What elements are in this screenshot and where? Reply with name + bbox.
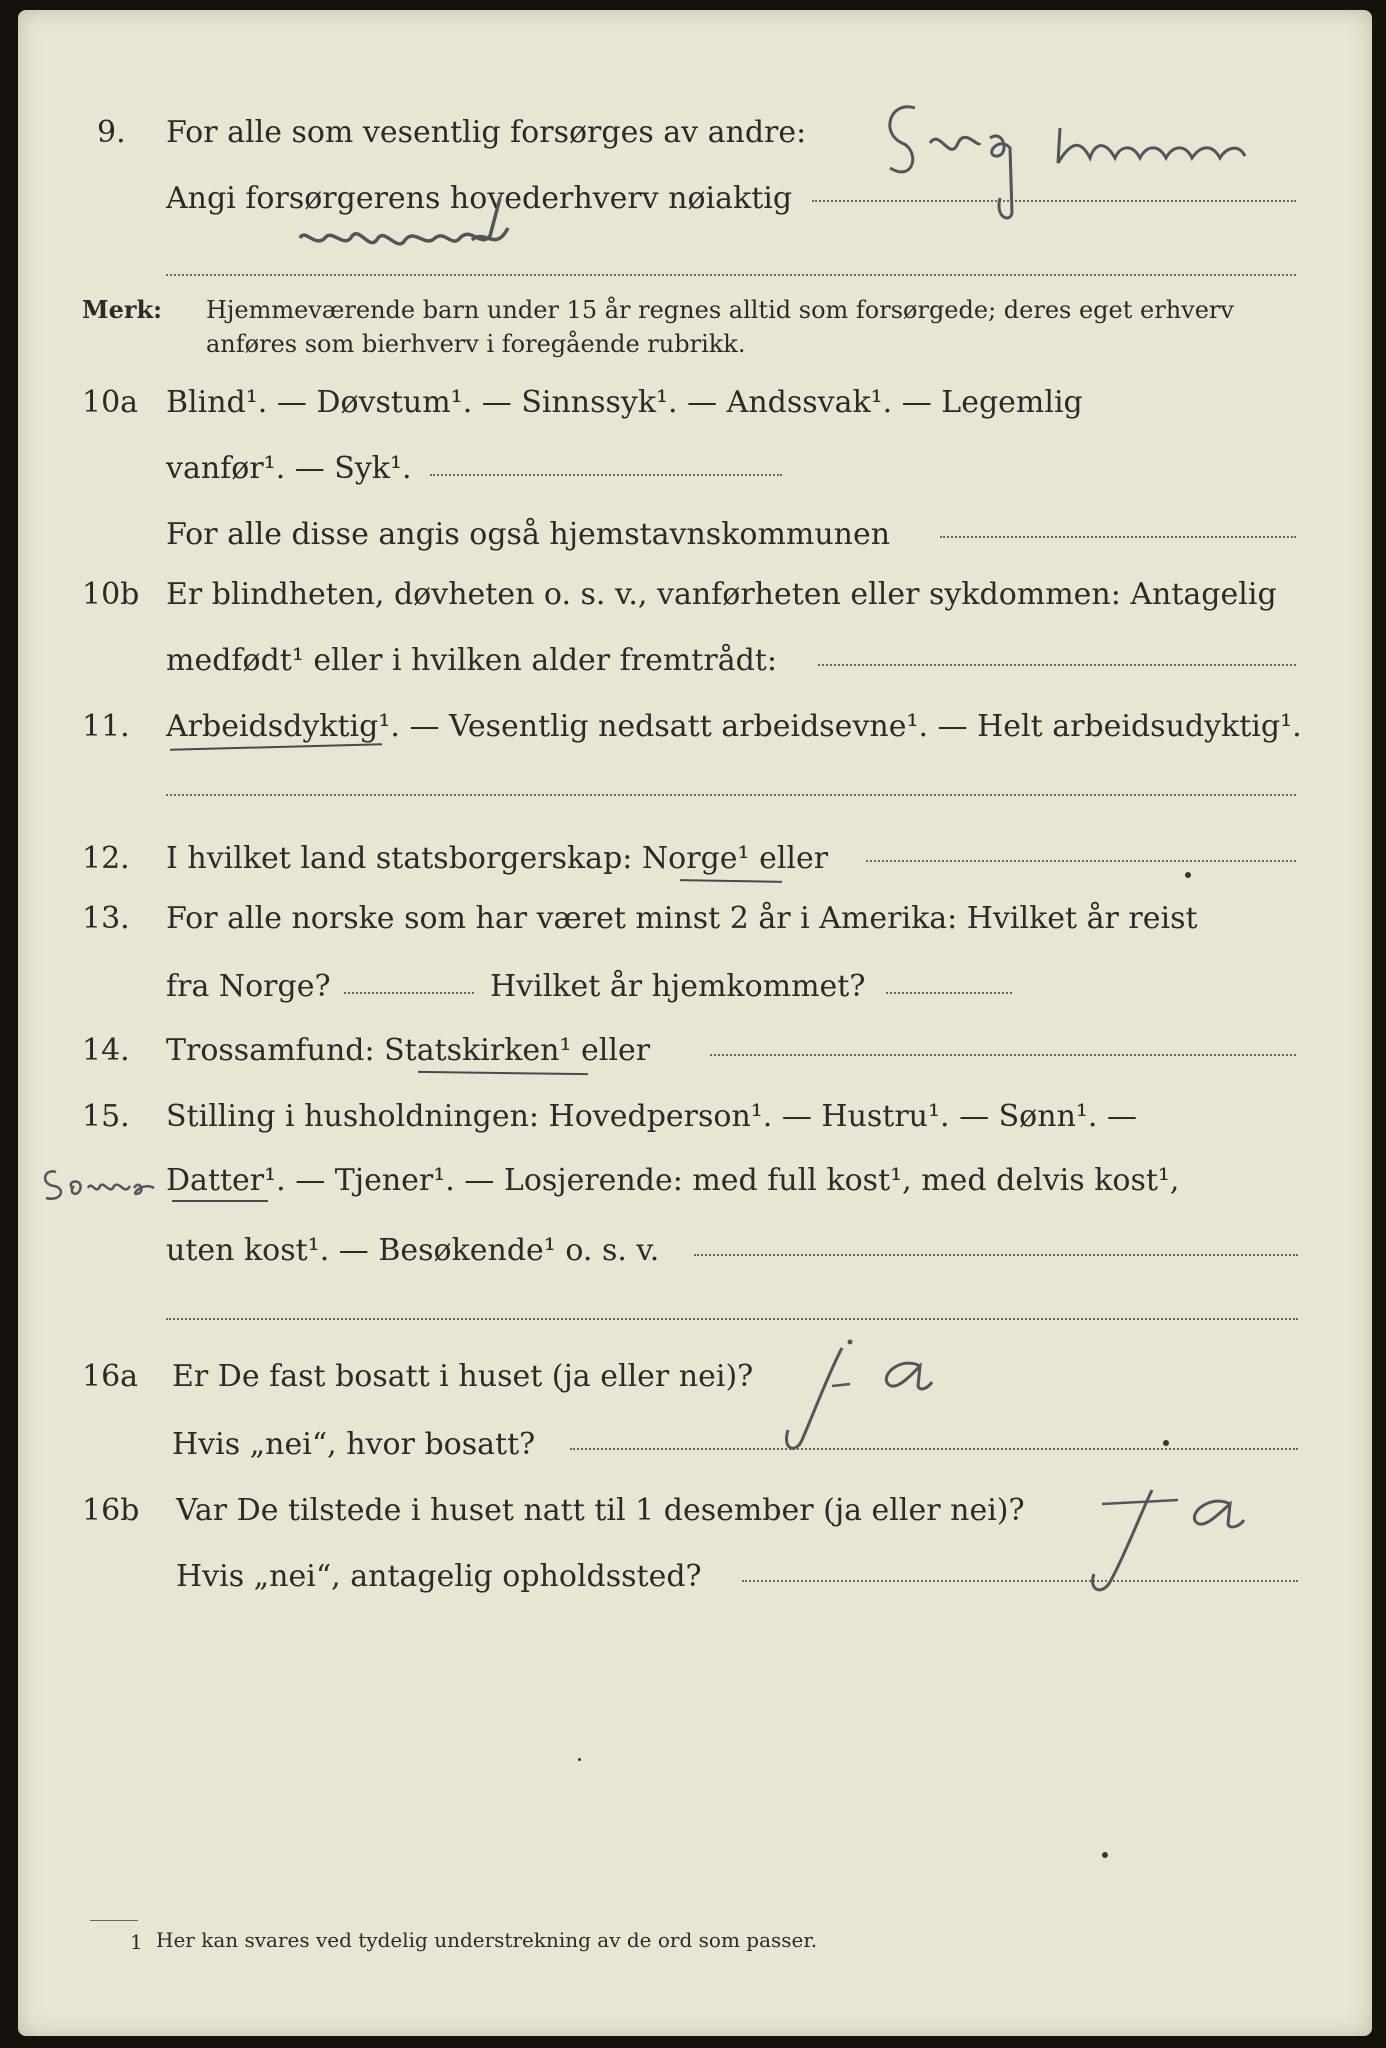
- q9-line2: Angi forsørgerens hovederhverv nøiaktig: [166, 181, 793, 216]
- q16b-number: 16b: [82, 1493, 140, 1528]
- q10a-line3: For alle disse angis også hjemstavnskommunen: [166, 517, 891, 552]
- q10a-answer-line-2: [940, 536, 1296, 538]
- q10b-line1: Er blindheten, døvheten o. s. v., vanførheten eller sykdommen: Antagelig: [166, 577, 1277, 612]
- q16a-line2: Hvis „nei“, hvor bosatt?: [172, 1427, 536, 1462]
- footnote-text: Her kan svares ved tydelig understrekning av de ord som passer.: [156, 1928, 818, 1952]
- footnote-marker: 1: [130, 1930, 143, 1954]
- ink-speck: [1102, 1852, 1108, 1858]
- q14-line1: Trossamfund: Statskirken¹ eller: [166, 1033, 651, 1068]
- q10a-answer-line: [430, 474, 782, 476]
- q16b-line2: Hvis „nei“, antagelig opholdssted?: [176, 1559, 702, 1594]
- q15-answer-line-2: [166, 1318, 1298, 1320]
- q11-answer-line: [166, 794, 1296, 796]
- q16b-handwriting-ja: [1080, 1470, 1280, 1610]
- q9-line1: For alle som vesentlig forsørges av andre:: [166, 115, 807, 150]
- q12-number: 12.: [82, 841, 130, 876]
- q12-answer-line: [866, 860, 1296, 862]
- ink-speck: [1185, 872, 1191, 878]
- q13-answer-line-b: [886, 992, 1012, 994]
- q15-handwriting-sonne: [36, 1160, 176, 1210]
- q16a-number: 16a: [82, 1359, 139, 1394]
- q14-number: 14.: [82, 1033, 130, 1068]
- q11-line1: Arbeidsdyktig¹. — Vesentlig nedsatt arbeidsevne¹. — Helt arbeidsudyktig¹.: [166, 709, 1302, 744]
- q13-number: 13.: [82, 901, 130, 936]
- merk-line1: Hjemmeværende barn under 15 år regnes alltid som forsørgede; deres eget erhverv: [206, 296, 1234, 324]
- q16a-handwriting-ja: [770, 1330, 950, 1470]
- q16a-line1: Er De fast bosatt i huset (ja eller nei)?: [172, 1359, 754, 1394]
- q10a-line1: Blind¹. — Døvstum¹. — Sinnssyk¹. — Andssvak¹. — Legemlig: [166, 385, 1083, 420]
- ink-speck: [1163, 1440, 1169, 1446]
- ink-speck: [578, 1758, 581, 1761]
- q13-answer-line-a: [344, 992, 474, 994]
- footnote-rule: [90, 1920, 138, 1921]
- merk-line2: anføres som bierhverv i foregående rubrikk.: [206, 330, 746, 358]
- q15-underline-datter: [172, 1200, 268, 1202]
- q13-line2a: fra Norge?: [166, 969, 331, 1004]
- q15-line2: Datter¹. — Tjener¹. — Losjerende: med full kost¹, med delvis kost¹,: [166, 1163, 1180, 1198]
- q15-answer-line: [694, 1254, 1298, 1256]
- q15-number: 15.: [82, 1099, 130, 1134]
- q11-number: 11.: [82, 709, 130, 744]
- q13-line2b: Hvilket år hjemkommet?: [490, 969, 866, 1004]
- q10a-number: 10a: [82, 385, 139, 420]
- q13-line1: For alle norske som har været minst 2 år i Amerika: Hvilket år reist: [166, 901, 1198, 936]
- q10b-answer-line: [818, 664, 1296, 666]
- q9-number: 9.: [97, 115, 126, 150]
- q10b-line2: medfødt¹ eller i hvilken alder fremtrådt:: [166, 643, 777, 678]
- q15-line1: Stilling i husholdningen: Hovedperson¹. — Hustru¹. — Sønn¹. —: [166, 1099, 1137, 1134]
- q14-answer-line: [710, 1054, 1296, 1056]
- q15-line3: uten kost¹. — Besøkende¹ o. s. v.: [166, 1233, 660, 1268]
- q9-handwriting: [290, 88, 1330, 288]
- q10a-line2: vanfør¹. — Syk¹.: [166, 451, 412, 486]
- q10b-number: 10b: [82, 577, 140, 612]
- merk-label: Merk:: [82, 295, 162, 324]
- q12-line1: I hvilket land statsborgerskap: Norge¹ eller: [166, 841, 829, 876]
- q16b-line1: Var De tilstede i huset natt til 1 desember (ja eller nei)?: [176, 1493, 1025, 1528]
